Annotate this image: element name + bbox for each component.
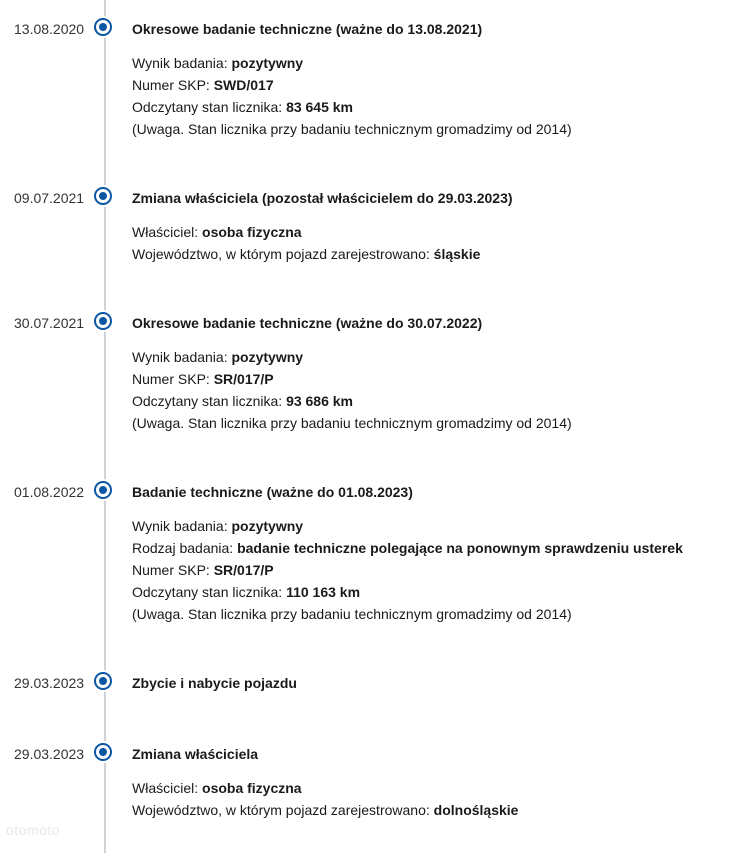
event-title: Badanie techniczne (ważne do 01.08.2023) — [132, 484, 413, 500]
detail-label: (Uwaga. Stan licznika przy badaniu technicznym gromadzimy od 2014) — [132, 415, 572, 431]
detail-row — [132, 537, 683, 559]
detail-row — [132, 52, 572, 74]
event-date: 29.03.2023 — [14, 675, 85, 691]
detail-label: Właściciel: — [132, 780, 203, 796]
event-title: Okresowe badanie techniczne (ważne do 13.08.2021) — [132, 21, 483, 37]
detail-label: Numer SKP: — [132, 562, 214, 578]
detail-row — [132, 799, 518, 821]
detail-row — [132, 515, 683, 537]
detail-label: Wynik badania: — [132, 349, 232, 365]
detail-value: śląskie — [433, 246, 481, 262]
detail-label: (Uwaga. Stan licznika przy badaniu technicznym gromadzimy od 2014) — [132, 606, 572, 622]
detail-value: SR/017/P — [213, 371, 274, 387]
detail-label: Odczytany stan licznika: — [132, 99, 287, 115]
detail-row — [132, 243, 480, 265]
watermark-logo: otomoto — [6, 822, 61, 838]
detail-value: 83 645 km — [286, 99, 354, 115]
detail-label: Województwo, w którym pojazd zarejestrowano: — [132, 802, 434, 818]
detail-label: Numer SKP: — [132, 371, 214, 387]
timeline-dot-icon — [94, 743, 112, 761]
detail-row — [132, 74, 572, 96]
detail-label: Wynik badania: — [132, 55, 232, 71]
detail-row — [132, 559, 683, 581]
event-date: 30.07.2021 — [14, 315, 85, 331]
detail-label: Wynik badania: — [132, 518, 232, 534]
timeline-line — [104, 0, 106, 853]
event-details — [132, 346, 572, 434]
event-title: Zmiana właściciela (pozostał właścicielem do 29.03.2023) — [132, 190, 513, 206]
detail-value: pozytywny — [231, 349, 304, 365]
detail-label: Rodzaj badania: — [132, 540, 238, 556]
event-title: Zbycie i nabycie pojazdu — [132, 675, 297, 691]
detail-row — [132, 118, 572, 140]
event-details — [132, 777, 518, 821]
event-details — [132, 221, 480, 265]
detail-row — [132, 368, 572, 390]
detail-value: 93 686 km — [286, 393, 354, 409]
event-date: 01.08.2022 — [14, 484, 85, 500]
event-date: 29.03.2023 — [14, 746, 85, 762]
timeline-dot-icon — [94, 18, 112, 36]
detail-value: SWD/017 — [213, 77, 274, 93]
detail-value: dolnośląskie — [433, 802, 519, 818]
detail-value: osoba fizyczna — [202, 224, 302, 240]
detail-value: pozytywny — [231, 55, 304, 71]
detail-label: Właściciel: — [132, 224, 203, 240]
detail-value: pozytywny — [231, 518, 304, 534]
detail-row — [132, 581, 683, 603]
event-details — [132, 515, 683, 625]
detail-row — [132, 221, 480, 243]
detail-label: Odczytany stan licznika: — [132, 393, 287, 409]
event-title: Zmiana właściciela — [132, 746, 259, 762]
detail-value: SR/017/P — [213, 562, 274, 578]
detail-row — [132, 390, 572, 412]
detail-label: (Uwaga. Stan licznika przy badaniu technicznym gromadzimy od 2014) — [132, 121, 572, 137]
timeline-dot-icon — [94, 312, 112, 330]
detail-value: 110 163 km — [286, 584, 361, 600]
detail-row — [132, 412, 572, 434]
detail-row — [132, 777, 518, 799]
detail-label: Województwo, w którym pojazd zarejestrowano: — [132, 246, 434, 262]
detail-row — [132, 346, 572, 368]
timeline-dot-icon — [94, 187, 112, 205]
event-date: 13.08.2020 — [14, 21, 85, 37]
event-title: Okresowe badanie techniczne (ważne do 30.07.2022) — [132, 315, 483, 331]
timeline-dot-icon — [94, 481, 112, 499]
detail-row — [132, 603, 683, 625]
timeline-dot-icon — [94, 672, 112, 690]
event-details — [132, 52, 572, 140]
detail-label: Numer SKP: — [132, 77, 214, 93]
event-date: 09.07.2021 — [14, 190, 85, 206]
detail-label: Odczytany stan licznika: — [132, 584, 287, 600]
detail-row — [132, 96, 572, 118]
detail-value: badanie techniczne polegające na ponownym sprawdzeniu usterek — [237, 540, 683, 556]
detail-value: osoba fizyczna — [202, 780, 302, 796]
